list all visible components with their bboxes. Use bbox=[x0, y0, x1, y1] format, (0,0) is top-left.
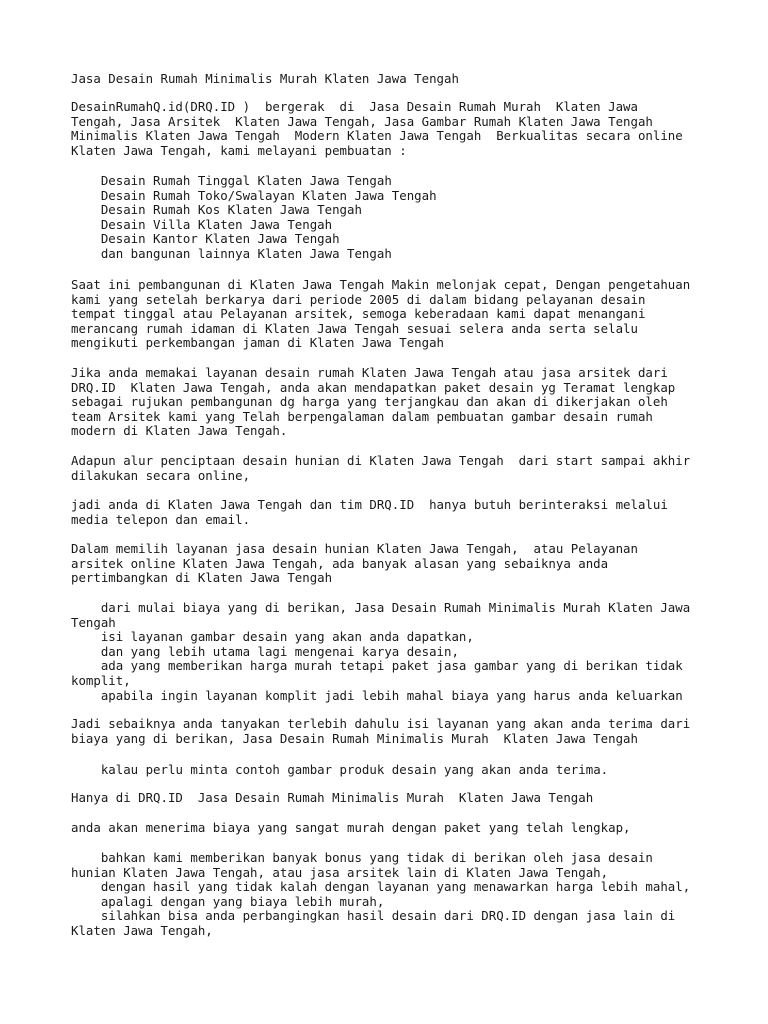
reasons-paragraph: Dalam memilih layanan jasa desain hunian Klaten Jawa Tengah, atau Pelayanan arsitek online Klaten Jawa Tengah, ada banyak alasan yang sebaiknya anda pertimbangkan di Klaten Jawa Tengah bbox=[71, 541, 638, 586]
services-list: Desain Rumah Tinggal Klaten Jawa Tengah Desain Rumah Toko/Swalayan Klaten Jawa Tengah Desain Rumah Kos Klaten Jawa Tengah Desain Villa Klaten Jawa Tengah Desain Kantor Klaten Jawa Tengah dan bangunan lainnya Klaten Jawa Tengah bbox=[100, 173, 437, 261]
only-at-line: Hanya di DRQ.ID Jasa Desain Rumah Minimalis Murah Klaten Jawa Tengah bbox=[71, 790, 594, 805]
flow-paragraph: Adapun alur penciptaan desain hunian di Klaten Jawa Tengah dari start sampai akhir dilakukan secara online, bbox=[71, 453, 691, 483]
contact-paragraph: jadi anda di Klaten Jawa Tengah dan tim DRQ.ID hanya butuh berinteraksi melalui media telepon dan email. bbox=[71, 497, 668, 527]
price-line: anda akan menerima biaya yang sangat murah dengan paket yang telah lengkap, bbox=[71, 820, 631, 835]
bonus-list: bahkan kami memberikan banyak bonus yang tidak di berikan oleh jasa desain hunian Klaten Jawa Tengah, atau jasa arsitek lain di Klaten Jawa Tengah, dengan hasil yang tidak kalah dengan layanan yang menawarkan harga lebih mahal, apalagi dengan yang biaya lebih murah, silahkan bisa anda perbangingkan hasil desain dari DRQ.ID dengan jasa lain di Klaten Jawa Tengah, bbox=[71, 850, 691, 938]
development-paragraph: Saat ini pembangunan di Klaten Jawa Tengah Makin melonjak cepat, Dengan pengetahuan kami yang setelah berkarya dari periode 2005 di dalam bidang pelayanan desain tempat tinggal atau Pelayanan arsitek, semoga keberadaan kami dapat menangani merancang rumah idaman di Klaten Jawa Tengah sesuai selera anda serta selalu mengikuti perkembangan jaman di Klaten Jawa Tengah bbox=[71, 277, 691, 351]
document-title: Jasa Desain Rumah Minimalis Murah Klaten Jawa Tengah bbox=[71, 71, 459, 86]
intro-paragraph: DesainRumahQ.id(DRQ.ID ) bergerak di Jasa Desain Rumah Murah Klaten Jawa Tengah, Jasa Arsitek Klaten Jawa Tengah, Jasa Gambar Rumah Klaten Jawa Tengah Minimalis Klaten Jawa Tengah Modern Klaten Jawa Tengah Berkualitas secara online Klaten Jawa Tengah, kami melayani pembuatan : bbox=[71, 99, 683, 158]
considerations-list: dari mulai biaya yang di berikan, Jasa Desain Rumah Minimalis Murah Klaten Jawa Tengah isi layanan gambar desain yang akan anda dapatkan, dan yang lebih utama lagi mengenai karya desain, ada yang memberikan harga murah tetapi paket jasa gambar yang di berikan tidak komplit, apabila ingin layanan komplit jadi lebih mahal biaya yang harus anda keluarkan bbox=[71, 600, 691, 703]
ask-paragraph: Jadi sebaiknya anda tanyakan terlebih dahulu isi layanan yang akan anda terima dari biaya yang di berikan, Jasa Desain Rumah Minimalis Murah Klaten Jawa Tengah bbox=[71, 716, 691, 746]
example-line: kalau perlu minta contoh gambar produk desain yang akan anda terima. bbox=[71, 762, 609, 777]
document-body bbox=[71, 71, 711, 938]
service-paragraph: Jika anda memakai layanan desain rumah Klaten Jawa Tengah atau jasa arsitek dari DRQ.ID Klaten Jawa Tengah, anda akan mendapatkan paket desain yg Teramat lengkap sebagai rujukan pembangunan dg harga yang terjangkau dan akan di dikerjakan oleh team Arsitek kami yang Telah berpengalaman dalam pembuatan gambar desain rumah modern di Klaten Jawa Tengah. bbox=[71, 365, 676, 439]
